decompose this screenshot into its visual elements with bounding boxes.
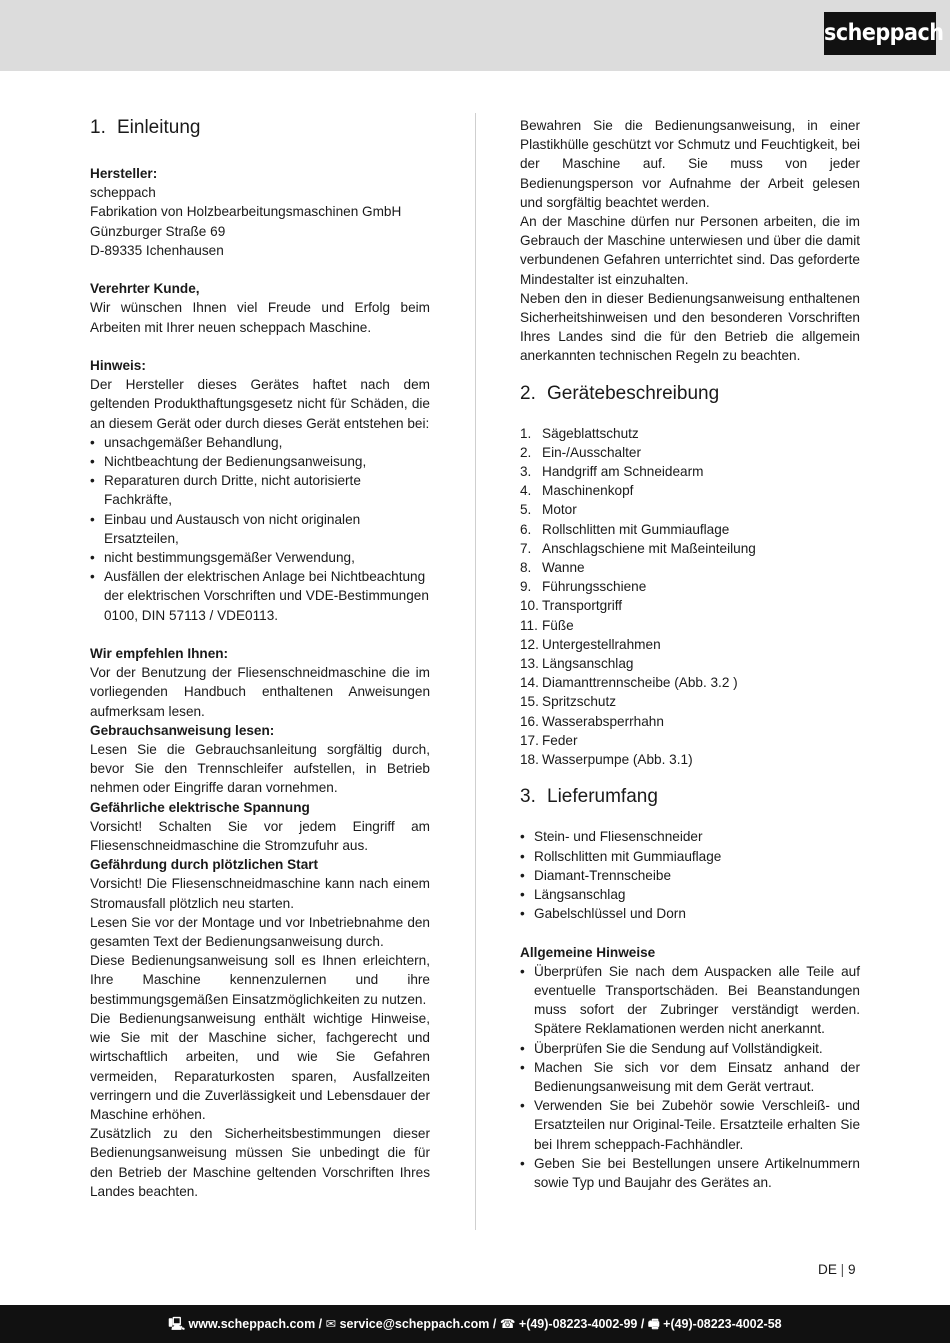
manufacturer-label: Hersteller:: [90, 166, 158, 181]
list-item: • Geben Sie bei Bestellungen unsere Artikelnummern sowie Typ und Baujahr des Gerätes an.: [520, 1154, 860, 1192]
list-item: • unsachgemäßer Behandlung,: [90, 433, 430, 452]
scheppach-logo: scheppach: [824, 12, 936, 55]
section-3-heading: 3. Lieferumfang: [520, 786, 658, 808]
keep-text: Bewahren Sie die Bedienungsanweisung, in einer Plastikhülle geschützt vor Schmutz und Feuchtigkeit, bei der Maschine auf. Sie muss von jeder Bedienungsperson vor Aufnahme der Arbeit gelesen und sorgfältig beachtet werden.: [520, 118, 860, 210]
read-all-text: Lesen Sie vor der Montage und vor Inbetriebnahme den gesamten Text der Bedienungsanweisung durch.: [90, 914, 430, 950]
list-item: 8. Wanne: [520, 560, 585, 576]
recommend-label: Wir empfehlen Ihnen:: [90, 646, 229, 662]
general-hints-list: [520, 962, 860, 1192]
fax-number: +(49)-08223-4002-58: [663, 1317, 782, 1331]
right-column: [520, 116, 860, 1192]
phone-number: +(49)-08223-4002-99: [518, 1317, 638, 1331]
greeting-label: Verehrter Kunde,: [90, 281, 200, 297]
list-item: 12. Untergestellrahmen: [520, 636, 661, 652]
list-item: • Überprüfen Sie nach dem Auspacken alle Teile auf eventuelle Transportschäden. Bei Beanstandungen muss sofort der Zubringer verständigt werden. Spätere Reklamationen werden nicht anerkannt.: [520, 962, 860, 1039]
voltage-text: Vorsicht! Schalten Sie vor jedem Eingriff am Fliesenschneidmaschine die Stromzufuhr aus.: [90, 818, 430, 854]
mail-icon: ✉: [325, 1317, 337, 1331]
list-item: 16. Wasserabsperrhahn: [520, 713, 664, 729]
persons-text: An der Maschine dürfen nur Personen arbeiten, die im Gebrauch der Maschine unterwiesen und über die damit verbundenen Gefahren unterrichtet sind. Das geforderte Mindestalter ist einzuhalten.: [520, 214, 860, 287]
list-item: 5. Motor: [520, 502, 577, 518]
voltage-label: Gefährliche elektrische Spannung: [90, 799, 310, 815]
footer-bar: 🖳 www.scheppach.com / ✉ service@scheppach.com / ☎ +(49)-08223-4002-99 / 🖷 +(49)-08223-4002-58: [0, 1305, 950, 1343]
delivery-list: [520, 827, 860, 923]
list-item: 1. Sägeblattschutz: [520, 425, 639, 441]
list-item: 11. Füße: [520, 617, 574, 633]
list-item: • Diamant-Trennscheibe: [520, 866, 860, 885]
manufacturer-line: Günzburger Straße 69: [90, 223, 226, 239]
section-1-heading: 1. Einleitung: [90, 117, 201, 138]
device-parts-list: [520, 424, 860, 770]
start-label: Gefährdung durch plötzlichen Start: [90, 857, 319, 873]
list-item: • Nichtbeachtung der Bedienungsanweisung,: [90, 452, 430, 471]
list-item: • Einbau und Austausch von nicht originalen Ersatzteilen,: [90, 510, 430, 548]
column-divider: [475, 113, 476, 1230]
start-text: Vorsicht! Die Fliesenschneidmaschine kann nach einem Stromausfall plötzlich neu starten.: [90, 876, 430, 911]
note-label: Hinweis:: [90, 358, 146, 373]
general-hints-label: Allgemeine Hinweise: [520, 944, 656, 960]
note-list: [90, 433, 430, 625]
computer-icon: 🖳: [168, 1317, 186, 1331]
section-2-heading: 2. Gerätebeschreibung: [520, 382, 720, 404]
list-item: 15. Spritzschutz: [520, 694, 617, 710]
left-column: [90, 116, 430, 1201]
list-item: 6. Rollschlitten mit Gummiauflage: [520, 521, 730, 537]
list-item: • Rollschlitten mit Gummiauflage: [520, 847, 860, 866]
besides-text: Neben den in dieser Bedienungsanweisung enthaltenen Sicherheitshinweisen und den besonderen Vorschriften Ihres Landes sind die für den Betrieb die allgemein anerkannten technischen Regeln zu beachten.: [520, 290, 860, 364]
fax-icon: 🖷: [647, 1317, 660, 1331]
list-item: • Verwenden Sie bei Zubehör sowie Verschleiß- und Ersatzteilen nur Original-Teile. Ersatzteile erhalten Sie bei Ihrem scheppach-Fachhändler.: [520, 1096, 860, 1154]
email-link[interactable]: service@scheppach.com: [339, 1317, 490, 1331]
note-text: Der Hersteller dieses Gerätes haftet nach dem geltenden Produkthaftungsgesetz nicht für Schäden, die an diesem Gerät oder durch dieses Gerät entstehen bei:: [90, 377, 430, 431]
list-item: 3. Handgriff am Schneidearm: [520, 464, 704, 480]
list-item: • Überprüfen Sie die Sendung auf Vollständigkeit.: [520, 1039, 860, 1058]
manual-text: Diese Bedienungsanweisung soll es Ihnen erleichtern, Ihre Maschine kennenzulernen und ihre bestimmungsgemäßen Einsatzmöglichkeiten zu nutzen.: [90, 953, 430, 1007]
manufacturer-line: D-89335 Ichenhausen: [90, 242, 224, 258]
read-label: Gebrauchsanweisung lesen:: [90, 722, 275, 738]
greeting-text: Wir wünschen Ihnen viel Freude und Erfolg beim Arbeiten mit Ihrer neuen scheppach Maschine.: [90, 300, 430, 335]
list-item: 2. Ein-/Ausschalter: [520, 444, 641, 460]
phone-icon: ☎: [499, 1317, 516, 1331]
recommend-text: Vor der Benutzung der Fliesenschneidmaschine die im vorliegenden Handbuch enthaltenen Anweisungen aufmerksam lesen.: [90, 665, 430, 719]
header-bar: [0, 0, 950, 71]
list-item: • Gabelschlüssel und Dorn: [520, 904, 860, 923]
list-item: 10. Transportgriff: [520, 598, 623, 614]
list-item: 14. Diamanttrennscheibe (Abb. 3.2 ): [520, 675, 738, 691]
list-item: • Reparaturen durch Dritte, nicht autorisierte Fachkräfte,: [90, 471, 430, 509]
manufacturer-line: scheppach: [90, 185, 156, 201]
list-item: • Machen Sie sich vor dem Einsatz anhand der Bedienungsanweisung mit dem Gerät vertraut.: [520, 1058, 860, 1096]
extra-text: Zusätzlich zu den Sicherheitsbestimmungen dieser Bedienungsanweisung müssen Sie unbedingt die für den Betrieb der Maschine geltenden Vorschriften Ihres Landes beachten.: [90, 1126, 430, 1199]
list-item: 4. Maschinenkopf: [520, 483, 634, 499]
manufacturer-line: Fabrikation von Holzbearbeitungsmaschinen GmbH: [90, 204, 402, 220]
list-item: 13. Längsanschlag: [520, 656, 634, 672]
website-link[interactable]: www.scheppach.com: [188, 1317, 316, 1331]
hints-text: Die Bedienungsanweisung enthält wichtige Hinweise, wie Sie mit der Maschine sicher, fachgerecht und wirtschaftlich arbeiten, und wie Sie Gefahren vermeiden, Reparaturkosten sparen, Ausfallzeiten verringern und die Zuverlässigkeit und Lebensdauer der Maschine erhöhen.: [90, 1010, 430, 1122]
list-item: 9. Führungsschiene: [520, 579, 647, 595]
list-item: 18. Wasserpumpe (Abb. 3.1): [520, 752, 693, 768]
list-item: • Längsanschlag: [520, 885, 860, 904]
list-item: 17. Feder: [520, 732, 578, 748]
list-item: • Stein- und Fliesenschneider: [520, 827, 860, 846]
page-number: DE | 9: [818, 1262, 856, 1277]
read-text: Lesen Sie die Gebrauchsanleitung sorgfältig durch, bevor Sie den Trennschleifer aufstellen, in Betrieb nehmen oder Eingriffe daran vornehmen.: [90, 742, 430, 796]
list-item: • Ausfällen der elektrischen Anlage bei Nichtbeachtung der elektrischen Vorschriften und VDE-Bestimmungen 0100, DIN 57113 / VDE0113.: [90, 567, 430, 625]
list-item: • nicht bestimmungsgemäßer Verwendung,: [90, 548, 430, 567]
list-item: 7. Anschlagschiene mit Maßeinteilung: [520, 540, 756, 556]
